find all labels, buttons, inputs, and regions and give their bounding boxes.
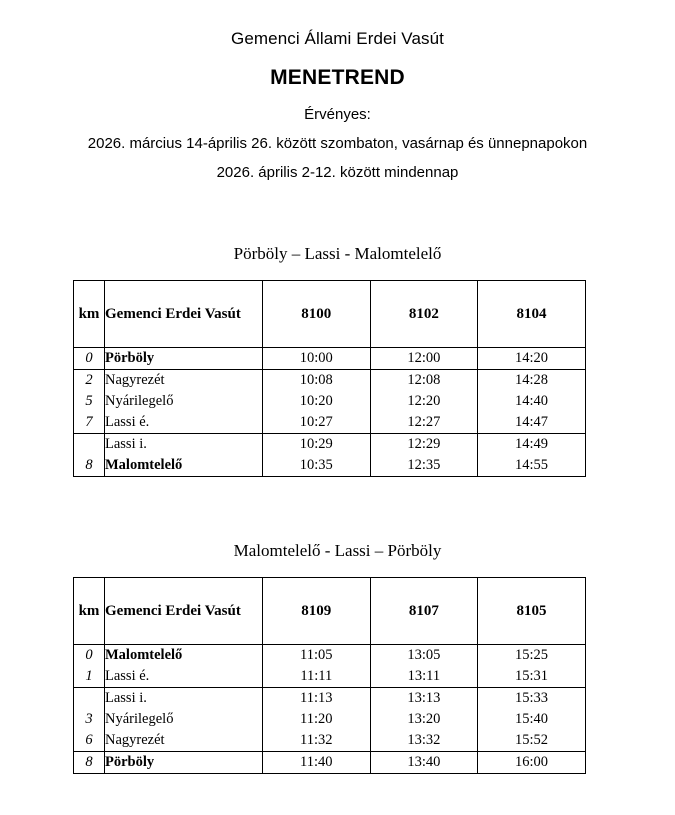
column-header-trip-1: 8109 [263, 578, 371, 645]
table-header-row [74, 281, 586, 348]
column-header-station: Gemenci Erdei Vasút [105, 281, 263, 348]
cell-station-name: Pörböly [105, 348, 263, 370]
timetable-body-inbound [74, 645, 586, 774]
cell-departure-time: 10:29 [263, 434, 371, 456]
table-header-row [74, 578, 586, 645]
table-row [74, 709, 586, 730]
section-caption-outbound: Pörböly – Lassi - Malomtelelő [233, 244, 442, 263]
table-row [74, 688, 586, 710]
timetable-inbound [73, 577, 586, 774]
cell-departure-time: 14:55 [478, 455, 586, 477]
document-header [0, 28, 675, 183]
cell-departure-time: 11:05 [263, 645, 371, 667]
table-row [74, 455, 586, 477]
cell-station-name: Lassi i. [105, 434, 263, 456]
cell-departure-time: 16:00 [478, 752, 586, 774]
column-header-km: km [74, 281, 105, 348]
validity-label: Érvényes: [304, 106, 371, 123]
cell-departure-time: 12:27 [370, 412, 478, 434]
table-row [74, 348, 586, 370]
cell-km: 3 [74, 709, 105, 730]
column-header-trip-2: 8102 [370, 281, 478, 348]
cell-departure-time: 14:47 [478, 412, 586, 434]
cell-departure-time: 11:11 [263, 666, 371, 688]
cell-departure-time: 13:05 [370, 645, 478, 667]
column-header-trip-3: 8105 [478, 578, 586, 645]
timetable-section-inbound [0, 540, 675, 774]
column-header-trip-1: 8100 [263, 281, 371, 348]
table-wrapper-inbound [0, 577, 675, 774]
cell-station-name: Malomtelelő [105, 455, 263, 477]
table-row [74, 412, 586, 434]
cell-departure-time: 15:25 [478, 645, 586, 667]
cell-km [74, 434, 105, 456]
cell-station-name: Nagyrezét [105, 370, 263, 392]
validity-line-2: 2026. április 2-12. között mindennap [216, 164, 459, 181]
cell-station-name: Malomtelelő [105, 645, 263, 667]
table-row [74, 434, 586, 456]
cell-departure-time: 14:20 [478, 348, 586, 370]
cell-km [74, 688, 105, 710]
cell-departure-time: 12:35 [370, 455, 478, 477]
table-row [74, 730, 586, 752]
section-caption-inbound: Malomtelelő - Lassi – Pörböly [233, 541, 442, 560]
column-header-station: Gemenci Erdei Vasút [105, 578, 263, 645]
table-row [74, 370, 586, 392]
table-row [74, 391, 586, 412]
cell-km: 8 [74, 752, 105, 774]
cell-departure-time: 13:11 [370, 666, 478, 688]
cell-km: 0 [74, 348, 105, 370]
cell-station-name: Nyárilegelő [105, 709, 263, 730]
table-row [74, 645, 586, 667]
page-title: MENETREND [270, 66, 405, 89]
cell-station-name: Lassi é. [105, 666, 263, 688]
cell-station-name: Lassi i. [105, 688, 263, 710]
cell-station-name: Nyárilegelő [105, 391, 263, 412]
cell-departure-time: 11:20 [263, 709, 371, 730]
column-header-km: km [74, 578, 105, 645]
cell-departure-time: 14:28 [478, 370, 586, 392]
cell-km: 6 [74, 730, 105, 752]
cell-departure-time: 13:32 [370, 730, 478, 752]
timetable-section-outbound [0, 243, 675, 477]
cell-station-name: Lassi é. [105, 412, 263, 434]
column-header-trip-2: 8107 [370, 578, 478, 645]
cell-departure-time: 15:31 [478, 666, 586, 688]
cell-station-name: Pörböly [105, 752, 263, 774]
cell-departure-time: 12:29 [370, 434, 478, 456]
cell-km: 2 [74, 370, 105, 392]
timetable-outbound [73, 280, 586, 477]
cell-departure-time: 11:13 [263, 688, 371, 710]
cell-departure-time: 15:52 [478, 730, 586, 752]
cell-departure-time: 10:00 [263, 348, 371, 370]
cell-departure-time: 10:08 [263, 370, 371, 392]
validity-line-1: 2026. március 14-április 26. között szombaton, vasárnap és ünnepnapokon [87, 135, 588, 152]
cell-departure-time: 11:40 [263, 752, 371, 774]
cell-departure-time: 15:40 [478, 709, 586, 730]
cell-departure-time: 12:08 [370, 370, 478, 392]
cell-departure-time: 10:27 [263, 412, 371, 434]
cell-km: 8 [74, 455, 105, 477]
cell-departure-time: 12:20 [370, 391, 478, 412]
table-row [74, 666, 586, 688]
cell-departure-time: 13:40 [370, 752, 478, 774]
cell-departure-time: 12:00 [370, 348, 478, 370]
cell-station-name: Nagyrezét [105, 730, 263, 752]
cell-departure-time: 13:13 [370, 688, 478, 710]
cell-departure-time: 15:33 [478, 688, 586, 710]
cell-km: 0 [74, 645, 105, 667]
cell-departure-time: 10:20 [263, 391, 371, 412]
timetable-body-outbound [74, 348, 586, 477]
cell-departure-time: 13:20 [370, 709, 478, 730]
cell-departure-time: 14:49 [478, 434, 586, 456]
table-row [74, 752, 586, 774]
timetable-head-inbound [74, 578, 586, 645]
cell-km: 5 [74, 391, 105, 412]
column-header-trip-3: 8104 [478, 281, 586, 348]
cell-departure-time: 14:40 [478, 391, 586, 412]
table-wrapper-outbound [0, 280, 675, 477]
company-name: Gemenci Állami Erdei Vasút [231, 29, 444, 48]
cell-km: 7 [74, 412, 105, 434]
cell-departure-time: 11:32 [263, 730, 371, 752]
timetable-head-outbound [74, 281, 586, 348]
cell-departure-time: 10:35 [263, 455, 371, 477]
cell-km: 1 [74, 666, 105, 688]
